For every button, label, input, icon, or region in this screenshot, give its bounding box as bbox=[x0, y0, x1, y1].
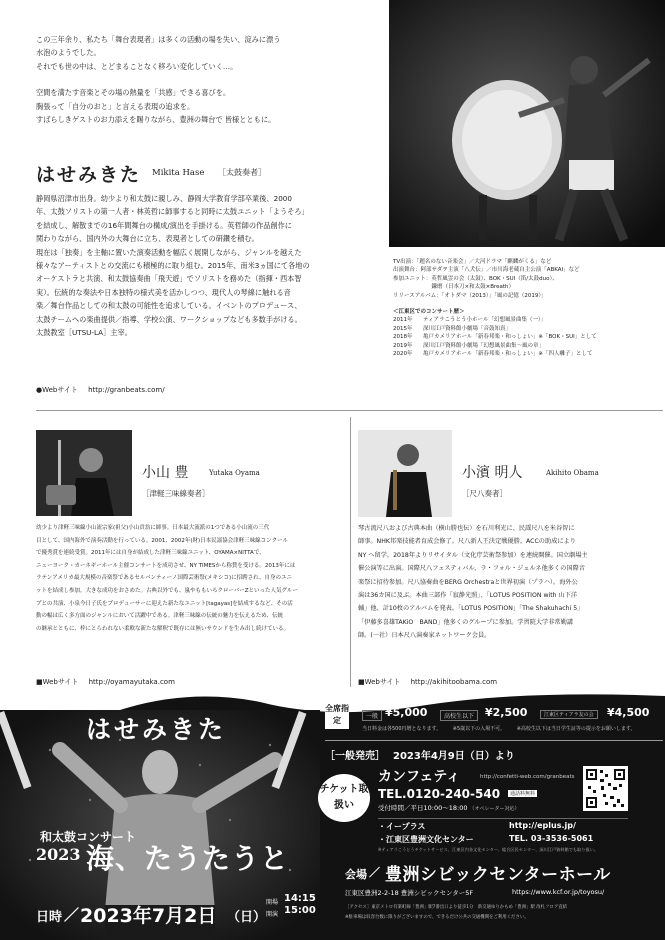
footer-headline: 海、たうたうと bbox=[86, 842, 290, 875]
bio-line: 関わりながら、国内外の大舞台に立ち、表現者としての研鑽を積む。 bbox=[36, 234, 259, 244]
history-year: 2020年 bbox=[393, 351, 413, 358]
price-notes bbox=[362, 725, 636, 732]
open-time: 14:15 bbox=[284, 893, 316, 904]
venue-slash: ／ bbox=[369, 866, 380, 879]
price-note: ※高校生以下は当日学生証等の提示をお願いします。 bbox=[516, 726, 636, 732]
bio-line: 琴古流尺八および古典本曲（横山勝也伝）を石川利光に、民謡尺八を米谷智に bbox=[358, 525, 575, 532]
media-line: 出演舞台：阿部サダヲ主演「八犬伝」／市川海老蔵自主公演「ABKAI」など bbox=[393, 267, 580, 274]
bio-line: 楽祭に招待参加。尺八協奏曲をBERG Orchestraと世界初演（プラハ）。海外公 bbox=[358, 578, 578, 586]
section-divider bbox=[36, 410, 663, 411]
bio-line: 輔」他、計10枚のアルバムを発表。「LOTUS POSITION」「The Shakuhachi 5」 bbox=[358, 605, 584, 613]
seat-label: 全席指定 bbox=[325, 702, 349, 729]
price-note: 当日料金は各500円増となります。 bbox=[362, 726, 442, 732]
bio-line: 年、太鼓ソリストの第一人者・林英哲に師事すると同時に太鼓ユニット「ようそろ」 bbox=[36, 207, 309, 217]
website-label: ■Webサイト bbox=[36, 678, 79, 686]
venue-address: 江東区豊洲2-2-18 豊洲シビックセンター5F bbox=[345, 889, 474, 897]
intro-line: 水泡のようでした。 bbox=[36, 48, 101, 58]
sale-date: 2023年4月9日（日）より bbox=[393, 751, 515, 762]
hours-note: （オペレーター対応） bbox=[469, 806, 520, 812]
center-name: ・江東区豊洲文化センター bbox=[378, 835, 474, 844]
media-line: 参加ユニット：英哲風雲の会（太鼓）、BOK・SUI（笛/太鼓duo）、 bbox=[393, 275, 558, 282]
bio-line: 師。(一社）日本尺八演奏家ネットワーク会員。 bbox=[358, 632, 491, 640]
website-link[interactable]: http://akihitoobama.com bbox=[410, 678, 498, 686]
center-tel[interactable]: TEL. 03-3536-5061 bbox=[509, 834, 594, 843]
bio-line: ラテンアメリカ最大規模の音楽祭であるセルバンティーノ国際芸術祭(メキシコ)に招聘され、自身のユニ bbox=[36, 575, 292, 582]
bio-line: 現在は「独奏」を主軸に置いた演奏活動を幅広く展開しながら、ジャンルを越えた bbox=[36, 247, 302, 257]
main-artist-romaji: Mikita Hase bbox=[152, 168, 205, 178]
history-text: 亀戸カメリアホール「新春邦楽・和っしょい」※「BOK・SUI」として bbox=[423, 334, 597, 341]
guest2-romaji: Akihito Obama bbox=[546, 469, 599, 477]
access-note: ※駐車場は収容台数に限りがございますので、できるだけ公共の交通機関をご利用ください。 bbox=[345, 915, 529, 920]
bio-line: 様々なアーティストとの交流にも積極的に取り組む。2015年、南米3ヵ国にて各地の bbox=[36, 261, 310, 271]
column-divider bbox=[350, 417, 351, 687]
media-line: 鎌磨（日本刀×和太鼓×Breath） bbox=[393, 284, 515, 291]
history-year: 2011年 bbox=[393, 317, 413, 324]
bio-line: オーケストラと共演、和太鼓協奏曲「飛天遊」でソリストを務めた（指揮・西本智 bbox=[36, 274, 302, 284]
media-info bbox=[393, 258, 661, 358]
bio-line: ットを結成し参加。大きな成功をおさめた。古典以外でも、嵐やももいろクローバーZといった人気グルー bbox=[36, 587, 298, 594]
venue-url[interactable]: https://www.kcf.or.jp/toyosu/ bbox=[512, 888, 605, 896]
main-artist-role: ［太鼓奏者］ bbox=[218, 168, 266, 177]
intro-line: 空間を満たす音楽とその場の熱量を「共感」できる喜びを。 bbox=[36, 88, 231, 98]
history-item bbox=[393, 316, 661, 324]
bio-line: 目として、国内海外で演奏活動を行っている。2001、2002年(財)日本民謡協会津軽三味線コンクール bbox=[36, 537, 288, 544]
footer-title: はせみきた bbox=[86, 715, 227, 744]
guest1-romaji: Yutaka Oyama bbox=[209, 469, 260, 477]
website-link[interactable]: http://granbeats.com/ bbox=[88, 386, 165, 394]
confetti-tel[interactable]: TEL.0120-240-540 bbox=[378, 787, 501, 801]
start-time: 15:00 bbox=[284, 905, 316, 916]
venue-note: ※ティアラこうとうチケットサービス、江東区内各文化センター、総合区民センター、深川江戸資料館でも取り扱い。 bbox=[378, 847, 599, 852]
website-label: ●Webサイト bbox=[36, 386, 78, 394]
event-weekday: （日） bbox=[227, 910, 267, 925]
hours-text: 受付時間／平日10:00〜18:00 bbox=[378, 804, 468, 812]
footer-subtitle: 和太鼓コンサート bbox=[40, 830, 137, 844]
bio-line: 演は36カ国に及ぶ。本曲三部作「寂静光照」、「LOTUS POSITION with 山下洋 bbox=[358, 592, 578, 600]
history-text: ティアラこうとう小ホール「幻想風景曲集（一）」 bbox=[423, 317, 547, 324]
history-item bbox=[393, 342, 661, 350]
price-member: ¥4,500 bbox=[607, 706, 650, 719]
bio-line: で優秀賞を連続受賞。2011年には自身が結成した津軽三味線ユニット、OYAMA×NITTAで、 bbox=[36, 550, 265, 557]
history-title: ＜江東区でのコンサート歴＞ bbox=[393, 309, 465, 316]
eplus-url[interactable]: http://eplus.jp/ bbox=[509, 821, 576, 830]
guest2-role: ［尺八奏者］ bbox=[462, 489, 507, 498]
bio-line: の継承とともに、枠にとらわれない柔軟な新たな解釈で既存には無いサウンドを生み出し続けている。 bbox=[36, 625, 290, 632]
guest1-role: ［津軽三味線奏者］ bbox=[142, 489, 210, 498]
sale-label: ［一般発売］ bbox=[325, 751, 385, 762]
history-year: 2019年 bbox=[393, 342, 413, 349]
bio-line: プとの共演、小泉今日子氏をプロデューサーに迎えた新たなユニット[tagayas]を結成するなど、その活 bbox=[36, 600, 293, 607]
footer-year: 2023 bbox=[36, 845, 81, 864]
history-item bbox=[393, 350, 661, 358]
main-artist-bio bbox=[36, 192, 386, 339]
date-label: 日時 bbox=[36, 910, 63, 925]
website-label: ■Webサイト bbox=[358, 678, 401, 686]
guest1-name: 小山 豊 bbox=[142, 465, 189, 481]
footer-banner bbox=[0, 692, 665, 940]
price-member-tag: 江東区ティアラ友の会 bbox=[540, 710, 598, 719]
intro-line: 胸張って「自分のおと」と言える表現の追求を。 bbox=[36, 101, 195, 111]
guest2-website bbox=[358, 676, 497, 688]
price-student: ¥2,500 bbox=[485, 706, 528, 719]
bio-line: NY へ留学。2018年よりリサイタル（文化庁芸術祭参加）を連続開催。国立劇場主 bbox=[358, 551, 588, 559]
intro-line: それでも世の中は、とどまることなく移ろい変化していく…。 bbox=[36, 61, 238, 71]
guest1-website bbox=[36, 676, 175, 688]
venue-label: 会場 bbox=[345, 868, 367, 881]
confetti-tel-note: 通話料無料 bbox=[510, 791, 536, 797]
intro-text bbox=[36, 33, 386, 126]
intro-line: すばらしきゲストのお力添えを賜りながら、豊洲の舞台で 皆様とともに。 bbox=[36, 115, 276, 125]
bio-line: 静岡県沼津市出身。幼少より和太鼓に親しみ、静岡大学教育学部卒業後、2000 bbox=[36, 194, 292, 203]
qr-code[interactable] bbox=[583, 766, 628, 811]
media-line: リリースアルバム：「オトダマ（2013）」「風の記憶（2019）」 bbox=[393, 292, 547, 299]
main-artist-name: はせみきた bbox=[36, 164, 142, 186]
bio-line: 実）。伝統的な奏法や日本独特の様式美を活かしつつ、現代人の琴線に触れる音 bbox=[36, 287, 291, 297]
ticket-divider bbox=[378, 818, 628, 819]
eplus-name: ・イープラス bbox=[378, 822, 426, 831]
guest2-bio bbox=[358, 522, 663, 643]
guest1-photo bbox=[36, 430, 132, 516]
history-text: 深川江戸資料館小劇場「音鼓知真」 bbox=[423, 325, 512, 332]
intro-line: この三年余り、私たち「舞台表現者」は多くの活動の場を失い、淀みに漂う bbox=[36, 35, 281, 44]
bio-line: 幼少より津軽三味線小山流宗家(祖父)小山貢翁に師事。日本最大流派の1つである小山流の三代 bbox=[36, 525, 270, 531]
main-artist-website bbox=[36, 384, 165, 396]
venue-name: 豊洲シビックセンターホール bbox=[385, 865, 611, 885]
ticket-label: チケット取扱い bbox=[318, 774, 370, 822]
date-slash: ／ bbox=[64, 906, 80, 924]
history-item bbox=[393, 333, 661, 341]
confetti-hours bbox=[378, 803, 520, 812]
performer-photo bbox=[389, 0, 665, 247]
guest2-name: 小濱 明人 bbox=[462, 465, 523, 481]
price-general: ¥5,000 bbox=[385, 706, 428, 719]
website-link[interactable]: http://oyamayutaka.com bbox=[88, 678, 175, 686]
history-text: 亀戸カメリアホール「新春邦楽・和っしょい」※「四人囃子」として bbox=[423, 351, 593, 358]
history-year: 2015年 bbox=[393, 325, 413, 332]
event-date: 2023年7月2日 bbox=[80, 905, 217, 927]
bio-line: 催公演等に出演。国際尺八フェスティバル、ラ・フォル・ジュルネ他多くの国際音 bbox=[358, 565, 585, 573]
bio-line: 動の幅は広く多方面のジャンルにおいて活躍中である。津軽三味線の伝統の魅力を伝えるため、伝統 bbox=[36, 613, 284, 620]
access-info: ［アクセス］東京メトロ有楽町線「豊洲」駅7番出口より徒歩1分 新交通ゆりかもめ「豊洲」駅 改札フロア直結 bbox=[345, 905, 567, 910]
confetti-url[interactable]: http://confetti-web.com/granbeats bbox=[480, 774, 575, 780]
confetti-name: カンフェティ bbox=[378, 769, 461, 785]
media-line: TV出演：「題名のない音楽会」／大河ドラマ「麒麟がくる」など bbox=[393, 259, 552, 265]
open-label: 開場 bbox=[266, 899, 279, 906]
start-label: 開演 bbox=[266, 911, 279, 918]
price-general-tag: 一般 bbox=[362, 710, 382, 721]
bio-line: を結成し、解散までの16年間舞台の構成/演出を手掛ける。英哲師の作品創作に bbox=[36, 220, 292, 230]
history-text: 深川江戸資料館小劇場「幻想風景曲集〜風の章」 bbox=[423, 342, 545, 349]
history-year: 2018年 bbox=[393, 334, 413, 341]
guest2-photo bbox=[358, 430, 452, 517]
bio-line: ニューヨーク・カーネギーホール主催コンサートを成功させ、NY TIMESから称賛を受ける。2013年には bbox=[36, 562, 296, 569]
price-student-tag: 高校生以下 bbox=[440, 710, 478, 721]
bio-line: 師事。NHK邦楽技能者育成会修了。尺八新人王決定戦優勝。ACCの助成により bbox=[358, 538, 576, 546]
bio-line: 楽／舞台作品としての和太鼓の可能性を追求している。イベントのプロデュース、 bbox=[36, 301, 302, 311]
bio-line: 太鼓チームへの楽曲提供／指導、学校公演、ワークショップなども多数手がける。 bbox=[36, 314, 302, 324]
footer-divider bbox=[325, 740, 663, 741]
guest1-bio bbox=[36, 522, 348, 635]
bio-line: 太鼓教室［UTSU-LA］主宰。 bbox=[36, 328, 132, 338]
bio-line: 「伊藤多喜雄TAKiO BAND」他多くのグループに参加。学習院大学非常勤講 bbox=[358, 618, 573, 626]
price-note: ※5歳以下の入場不可。 bbox=[452, 726, 506, 732]
history-item bbox=[393, 325, 661, 333]
